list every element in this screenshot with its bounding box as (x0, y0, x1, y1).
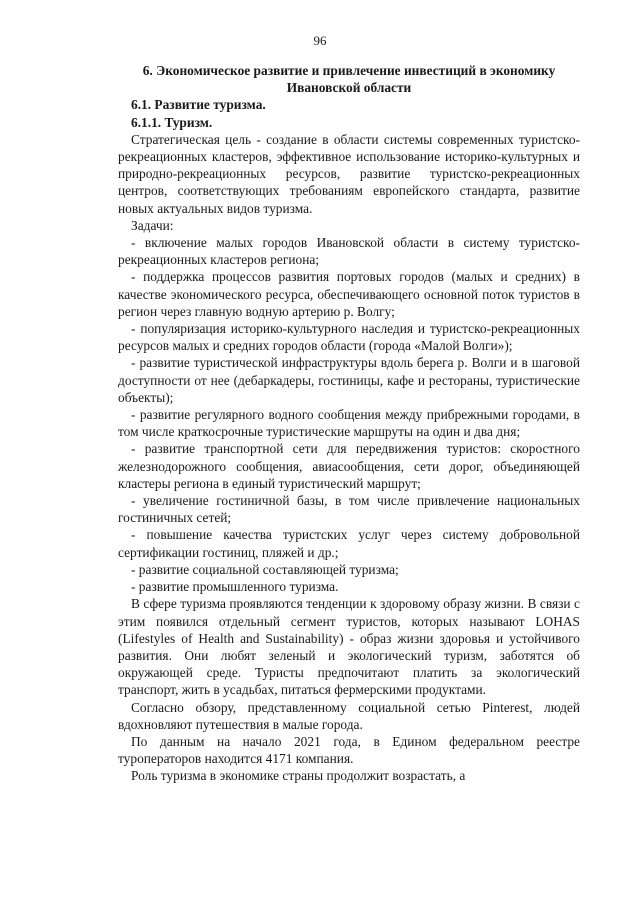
task-item: - включение малых городов Ивановской области в систему туристско-рекреационных кластеров региона; (118, 235, 580, 268)
task-item: - увеличение гостиничной базы, в том числе привлечение национальных гостиничных сетей; (118, 493, 580, 526)
task-item: - развитие социальной составляющей туризма; (131, 561, 399, 577)
task-item: - развитие туристической инфраструктуры вдоль берега р. Волги и в шаговой доступности от нее (дебаркадеры, гостиницы, кафе и рестораны, туристические объекты); (118, 355, 580, 405)
task-item: - развитие транспортной сети для передвижения туристов: скоростного железнодорожного сообщения, авиасообщения, сети дорог, объединяющей кластеры региона в единый туристический маршрут; (118, 441, 580, 491)
subsection-title-tourism: 6.1.1. Туризм. (131, 114, 213, 130)
task-item: - популяризация историко-культурного наследия и туристско-рекреационных ресурсов малых и средних городов области (города «Малой Волги»); (118, 321, 580, 354)
task-item: - повышение качества туристских услуг через систему добровольной сертификации гостиниц, пляжей и др.; (118, 527, 580, 560)
task-item: - развитие промышленного туризма. (131, 579, 339, 595)
subsection-title-tourism-development: 6.1. Развитие туризма. (131, 97, 266, 113)
paragraph-strategic-goal: Стратегическая цель - создание в области системы современных туристско-рекреационных кластеров, эффективное использование историко-культурных и природно-рекреационных ресурсов, развитие туристско-рекреационных центров, соответствующих требованиям европейского стандарта, развитие новых актуальных видов туризма. (118, 131, 580, 216)
page-number: 96 (313, 33, 327, 48)
paragraph-tour-operators: По данным на начало 2021 года, в Едином федеральном реестре туроператоров находится 4171 компания. (118, 733, 580, 767)
task-item: - развитие регулярного водного сообщения между прибрежными городами, в том числе краткосрочные туристические маршруты на один и два дня; (118, 407, 580, 440)
document-body (118, 62, 580, 785)
section-title: 6. Экономическое развитие и привлечение инвестиций в экономику Ивановской области (142, 63, 556, 96)
paragraph-tourism-role: Роль туризма в экономике страны продолжит возрастать, а (131, 768, 466, 784)
paragraph-tasks-heading: Задачи: (131, 217, 174, 233)
paragraph-lohas: В сфере туризма проявляются тенденции к здоровому образу жизни. В связи с этим появился отдельный сегмент туристов, которых называют LOHAS (Lifestyles of Health and Sustainability) - образ жизни здоровья и устойчивого развития. Они любят зеленый и экологический туризм, заботятся об окружающей среде. Туристы предпочитают платить за экологический транспорт, жить в усадьбах, питаться фермерскими продуктами. (118, 596, 580, 698)
task-item: - поддержка процессов развития портовых городов (малых и средних) в качестве экономического ресурса, обеспечивающего основной поток туристов в регион через главную водную артерию р. Волгу; (118, 269, 580, 319)
paragraph-pinterest: Согласно обзору, представленному социальной сетью Pinterest, людей вдохновляют путешествия в малые города. (118, 699, 580, 732)
